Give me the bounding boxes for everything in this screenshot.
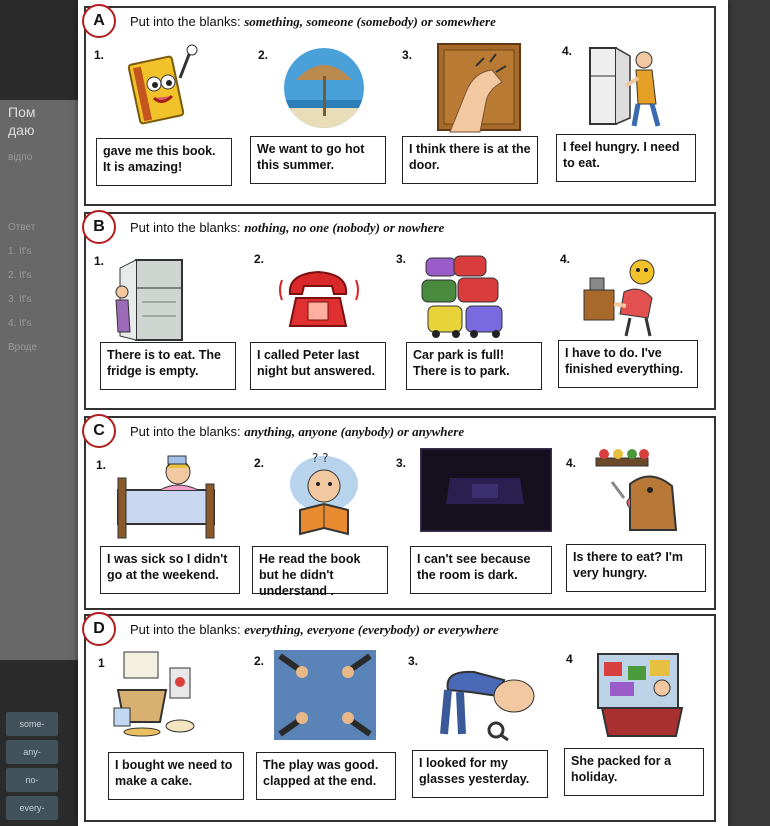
sentence-box bbox=[412, 750, 548, 798]
section-letter: C bbox=[82, 414, 116, 448]
sentence-after: to park. bbox=[464, 364, 510, 378]
sentence-box bbox=[256, 752, 396, 800]
bg-line: даю bbox=[8, 122, 35, 138]
sentence-before: I bought bbox=[115, 758, 165, 772]
bg-button-every[interactable]: every- bbox=[6, 796, 58, 820]
sentence-box bbox=[410, 546, 552, 594]
sentence-before: The play was good. bbox=[263, 758, 379, 772]
sentence-before: There is bbox=[107, 348, 155, 362]
car-park-illustration bbox=[420, 248, 506, 340]
sentence-after: to eat? I'm very hungry. bbox=[573, 550, 683, 580]
sentence-box bbox=[108, 752, 244, 800]
item-number: 1. bbox=[94, 254, 105, 268]
sentence-box bbox=[566, 544, 706, 592]
bg-button-no[interactable]: no- bbox=[6, 768, 58, 792]
sentence-before: I have bbox=[565, 346, 601, 360]
item-number: 4. bbox=[562, 44, 573, 58]
sentence-after: gave me this book. It is amazing! bbox=[103, 144, 216, 174]
sentence-box bbox=[558, 340, 698, 388]
section-letter: A bbox=[82, 4, 116, 38]
sentence-after: at the door. bbox=[409, 142, 531, 172]
dark-room-illustration bbox=[420, 448, 552, 532]
sentence-after: to eat. bbox=[563, 156, 600, 170]
item-number: 3. bbox=[396, 456, 407, 470]
item-number: 3. bbox=[408, 654, 419, 668]
bg-line: відпо bbox=[8, 152, 33, 163]
sentence-before: Is there bbox=[573, 550, 618, 564]
bg-line: Вроде bbox=[8, 342, 37, 353]
relaxing-person-illustration bbox=[580, 248, 666, 340]
item-number: 1 bbox=[98, 656, 105, 670]
searching-man-illustration bbox=[434, 650, 538, 742]
sentence-box bbox=[252, 546, 388, 598]
item-number: 2. bbox=[254, 456, 265, 470]
background-strip bbox=[0, 100, 80, 660]
sentence-box bbox=[564, 748, 704, 796]
packing-suitcase-illustration bbox=[592, 644, 692, 742]
confused-reader-illustration bbox=[282, 448, 368, 540]
sentence-before: He read the book but he didn't understand bbox=[259, 552, 361, 598]
sentence-box bbox=[100, 546, 240, 594]
worksheet bbox=[78, 0, 728, 826]
bg-line: 2. It's bbox=[8, 270, 32, 281]
sentence-box bbox=[250, 136, 386, 184]
bg-line: 3. It's bbox=[8, 294, 32, 305]
bg-button-some[interactable]: some- bbox=[6, 712, 58, 736]
bg-line: Пом bbox=[8, 104, 36, 120]
sentence-box bbox=[100, 342, 236, 390]
section-c bbox=[84, 416, 716, 610]
sick-in-bed-illustration bbox=[114, 450, 218, 542]
item-number: 1. bbox=[96, 458, 107, 472]
item-number: 4. bbox=[566, 456, 577, 470]
instruction-words: everything, everyone (everybody) or everywhere bbox=[244, 622, 499, 637]
section-letter: B bbox=[82, 210, 116, 244]
background-app-panel bbox=[0, 0, 80, 826]
sentence-after: for my glasses yesterday. bbox=[419, 756, 530, 786]
instruction-text: Put into the blanks: bbox=[130, 14, 245, 29]
ringing-phone-illustration bbox=[276, 250, 362, 342]
hungry-dog-illustration bbox=[590, 438, 690, 536]
sentence-after: to eat. The fridge is empty. bbox=[107, 348, 221, 378]
instruction-words: nothing, no one (nobody) or nowhere bbox=[244, 220, 445, 235]
section-letter: D bbox=[82, 612, 116, 646]
sentence-box bbox=[556, 134, 696, 182]
empty-fridge-illustration bbox=[112, 252, 198, 344]
sentence-box bbox=[402, 136, 538, 184]
sentence-after: answered. bbox=[313, 364, 376, 378]
instruction-words: anything, anyone (anybody) or anywhere bbox=[244, 424, 465, 439]
instruction-text: Put into the blanks: bbox=[130, 622, 245, 637]
item-number: 3. bbox=[402, 48, 413, 62]
sentence-before: I called Peter last night but bbox=[257, 348, 360, 378]
section-instruction bbox=[130, 424, 464, 440]
fridge-person-illustration bbox=[586, 38, 672, 130]
item-number: 2. bbox=[258, 48, 269, 62]
sentence-after: because the room is dark. bbox=[417, 552, 531, 582]
sentence-after: we need to make a cake. bbox=[115, 758, 233, 788]
sentence-after: hot this summer. bbox=[257, 142, 365, 172]
sentence-before: I was sick so I didn't go bbox=[107, 552, 228, 582]
section-a bbox=[84, 6, 716, 206]
sentence-before: I feel hungry. I need bbox=[563, 140, 680, 154]
sentence-before: She packed bbox=[571, 754, 641, 768]
sentence-before: I looked bbox=[419, 756, 467, 770]
section-d bbox=[84, 614, 716, 822]
bg-line: 4. It's bbox=[8, 318, 32, 329]
item-number: 2. bbox=[254, 252, 265, 266]
sentence-before: I can't see bbox=[417, 552, 477, 566]
instruction-text: Put into the blanks: bbox=[130, 220, 245, 235]
svg-text:? ?: ? ? bbox=[312, 451, 329, 465]
beach-umbrella-illustration bbox=[282, 42, 368, 134]
sentence-after: for a holiday. bbox=[571, 754, 672, 784]
section-instruction bbox=[130, 14, 496, 30]
item-number: 3. bbox=[396, 252, 407, 266]
sentence-before: I think there is bbox=[409, 142, 494, 156]
section-instruction bbox=[130, 220, 444, 236]
item-number: 2. bbox=[254, 654, 265, 668]
item-number: 4 bbox=[566, 652, 573, 666]
item-number: 1. bbox=[94, 48, 105, 62]
bg-button-any[interactable]: any- bbox=[6, 740, 58, 764]
sentence-box bbox=[406, 342, 542, 390]
instruction-words: something, someone (somebody) or somewhere bbox=[244, 14, 496, 29]
knocking-hand-illustration bbox=[436, 42, 522, 134]
sentence-after: . bbox=[330, 584, 335, 598]
item-number: 4. bbox=[560, 252, 571, 266]
sentence-before: Car park is full! There is bbox=[413, 348, 504, 378]
bg-line: Ответ bbox=[8, 222, 36, 233]
section-instruction bbox=[130, 622, 499, 638]
section-b bbox=[84, 212, 716, 410]
book-character-illustration bbox=[120, 38, 206, 130]
sentence-after: to do. I've finished everything. bbox=[565, 346, 684, 376]
sentence-box bbox=[250, 342, 386, 390]
sentence-after: at the weekend. bbox=[125, 568, 219, 582]
clapping-hands-illustration bbox=[274, 650, 376, 740]
sentence-before: We want to go bbox=[257, 142, 342, 156]
sentence-box bbox=[96, 138, 232, 186]
instruction-text: Put into the blanks: bbox=[130, 424, 245, 439]
bg-line: 1. It's bbox=[8, 246, 32, 257]
sentence-after: clapped at the end. bbox=[263, 774, 377, 788]
baking-ingredients-illustration bbox=[110, 646, 210, 738]
